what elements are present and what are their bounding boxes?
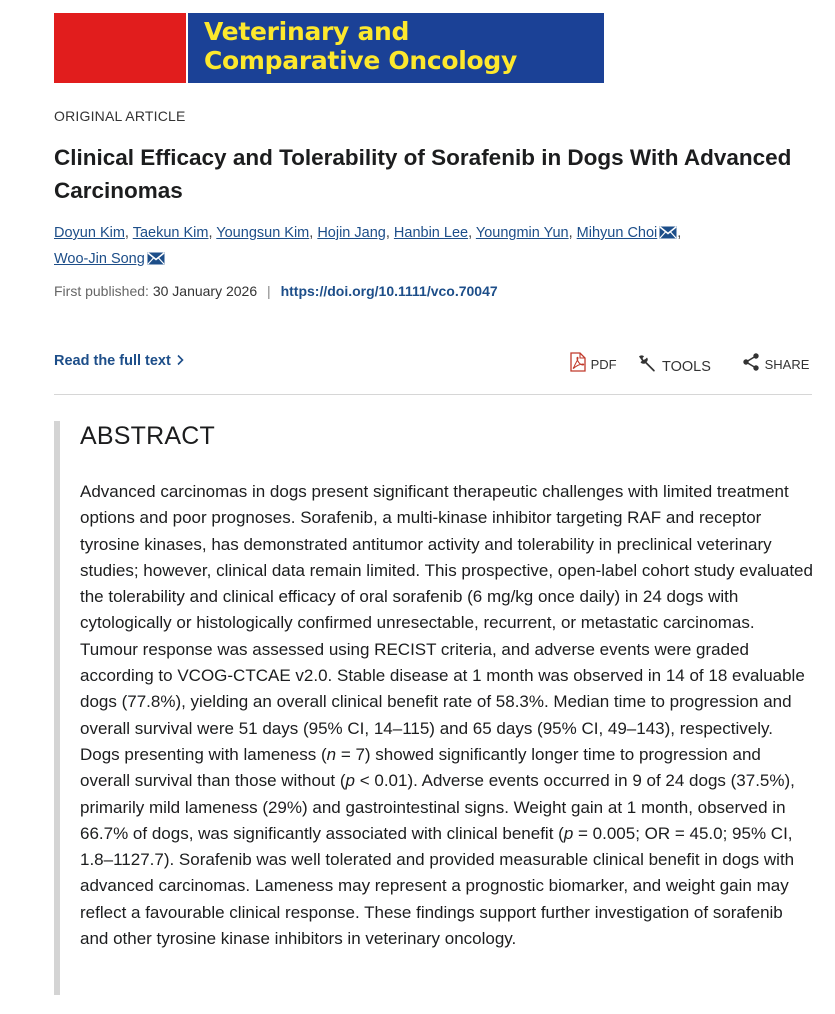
author-link[interactable]: Taekun Kim xyxy=(132,225,209,241)
share-label: SHARE xyxy=(764,357,810,372)
author-link[interactable]: Woo-Jin Song xyxy=(54,251,145,267)
wrench-icon xyxy=(636,362,658,378)
abstract-heading: ABSTRACT xyxy=(80,422,215,450)
read-full-text-link[interactable] xyxy=(54,353,185,370)
chevron-right-icon xyxy=(175,354,185,370)
italic-p: p xyxy=(563,823,574,843)
share-button[interactable] xyxy=(741,352,809,375)
author-link[interactable]: Hojin Jang xyxy=(317,225,386,241)
doi-link[interactable]: https://doi.org/10.1111/vco.70047 xyxy=(280,283,498,299)
tools-label: TOOLS xyxy=(662,359,711,375)
section-divider xyxy=(54,394,812,395)
share-icon xyxy=(741,360,761,375)
journal-banner[interactable] xyxy=(54,13,604,83)
author-link[interactable]: Doyun Kim xyxy=(54,225,125,241)
publication-info xyxy=(54,283,498,299)
author-link[interactable]: Mihyun Choi xyxy=(576,225,658,241)
banner-red-block xyxy=(54,13,186,83)
author-link[interactable]: Youngmin Yun xyxy=(475,225,569,241)
pdf-button[interactable] xyxy=(569,352,617,375)
separator: | xyxy=(267,283,271,299)
italic-p: p xyxy=(345,771,355,791)
abstract-segment: Advanced carcinomas in dogs present significant therapeutic challenges with limited treatment options and poor prognoses. Sorafenib, a multi-kinase inhibitor targeting RAF and receptor tyrosine kinases, has demonstrated antitumor activity and tolerability in preclinical veterinary studies; however, clinical data remain limited. This prospective, open-label cohort study evaluated the tolerability and clinical efficacy of oral sorafenib (6 mg/kg once daily) in 24 dogs with cytologically or histologically confirmed unresectable, recurrent, or metastatic carcinomas. Tumour response was assessed using RECIST criteria, and adverse events were graded according to VCOG-CTCAE v2.0. Stable disease at 1 month was observed in 14 of 18 evaluable dogs (77.8%), yielding an overall clinical benefit rate of 58.3%. Median time to progression and overall survival were 51 days (95% CI, 14–115) and 65 days (95% CI, 49–143), respectively. Dogs presenting with lameness ( xyxy=(80,482,813,764)
journal-title-line1: Veterinary and xyxy=(204,17,410,46)
article-type: ORIGINAL ARTICLE xyxy=(54,108,186,124)
article-title: Clinical Efficacy and Tolerability of Sorafenib in Dogs With Advanced Carcinomas xyxy=(54,145,792,203)
author-link[interactable]: Hanbin Lee xyxy=(393,225,469,241)
journal-title-line2: Comparative Oncology xyxy=(204,46,517,75)
first-published-label: First published: xyxy=(54,283,149,299)
abstract-segment: = 0.005; OR = 45.0; 95% CI, 1.8–1127.7). Sorafenib was well tolerated and provided measurable clinical benefit in dogs with advanced carcinomas. Lameness may represent a prognostic biomarker, and weight gain may reflect a favourable clinical response. These findings support further investigation of sorafenib and other tyrosine kinase inhibitors in veterinary oncology. xyxy=(80,823,795,949)
tools-button[interactable] xyxy=(636,352,711,378)
author-link[interactable]: Youngsun Kim xyxy=(216,225,310,241)
abstract-segment: < 0.01). Adverse events occurred in 9 of 24 dogs (37.5%), primarily mild lameness (29%) and gastrointestinal signs. Weight gain at 1 month, observed in 66.7% of dogs, was significantly associated with clinical benefit ( xyxy=(80,771,795,843)
journal-title xyxy=(204,17,596,75)
first-published-date: 30 January 2026 xyxy=(152,283,258,299)
abstract-segment: = 7) showed significantly longer time to progression and overall survival than those without ( xyxy=(80,744,761,791)
abstract-side-rule xyxy=(54,421,60,995)
author-list: Doyun Kim, Taekun Kim, Youngsun Kim, Hojin Jang, Hanbin Lee, Youngmin Yun, Mihyun Choi , Woo-Jin Song xyxy=(54,221,774,273)
envelope-icon[interactable] xyxy=(659,223,677,247)
abstract-text xyxy=(80,479,813,952)
italic-n: n xyxy=(326,744,337,764)
envelope-icon[interactable] xyxy=(147,249,165,273)
pdf-label: PDF xyxy=(590,357,617,372)
read-full-text-label: Read the full text xyxy=(54,353,171,369)
pdf-file-icon xyxy=(569,360,587,375)
